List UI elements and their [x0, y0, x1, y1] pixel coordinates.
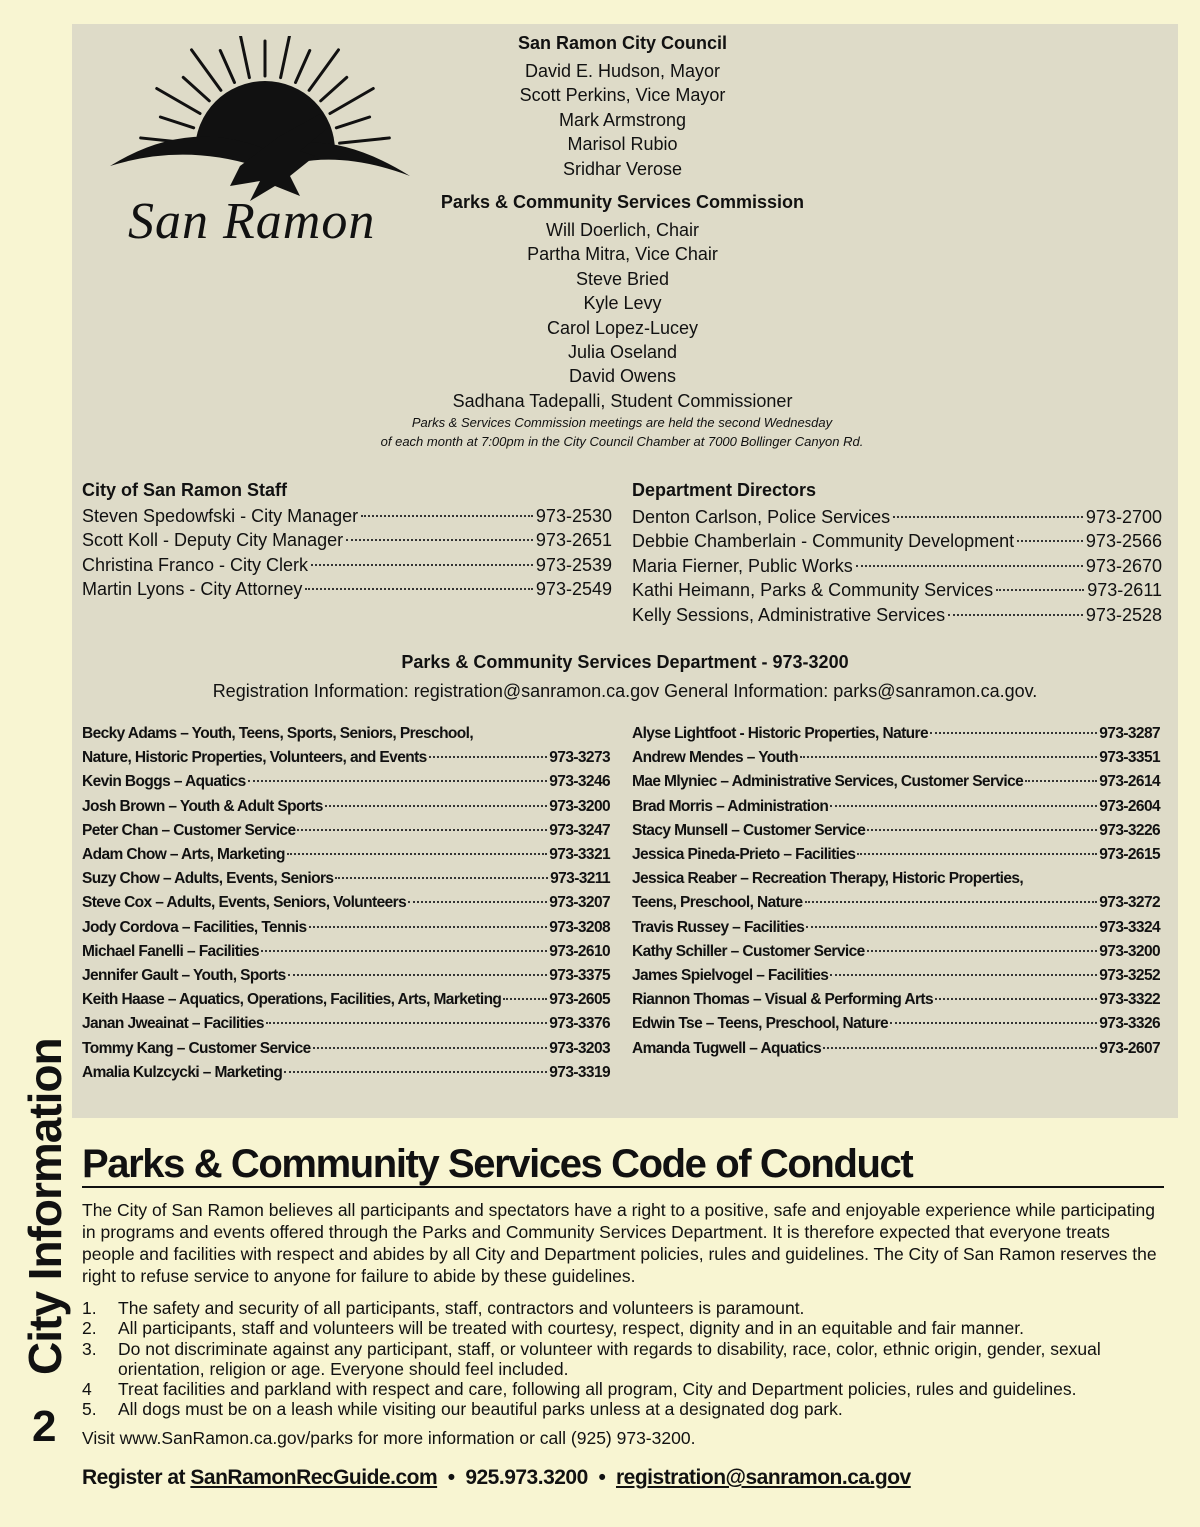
contact-phone: 973-3376 [549, 1015, 610, 1033]
leader-dots [346, 539, 533, 541]
list-item [82, 1298, 1164, 1318]
contact-phone: 973-3208 [549, 918, 610, 936]
contact-phone: 973-3200 [549, 797, 610, 815]
contact-name: Maria Fierner, Public Works [632, 555, 853, 576]
list-item-number: 2. [82, 1318, 97, 1339]
contact-row [82, 553, 612, 577]
contact-phone: 973-2615 [1099, 846, 1160, 864]
directors-heading: Department Directors [632, 480, 817, 500]
contact-phone: 973-2700 [1085, 507, 1162, 527]
contact-name: Travis Russey – Facilities [632, 918, 805, 936]
leader-dots [309, 926, 548, 928]
contact-row [82, 795, 610, 819]
contact-phone: 973-3207 [549, 894, 610, 912]
leader-dots [948, 614, 1083, 616]
contact-row [632, 916, 1160, 940]
contact-name: Jody Cordova – Facilities, Tennis [82, 918, 307, 936]
contact-name: Stacy Munsell – Customer Service [632, 821, 866, 839]
leader-dots [284, 1071, 547, 1073]
department-staff-left [82, 722, 610, 1085]
footer-email-link[interactable]: registration@sanramon.ca.gov [616, 1466, 911, 1489]
list-item [82, 1379, 1164, 1399]
leader-dots [429, 756, 548, 758]
contact-phone: 973-3322 [1099, 991, 1160, 1009]
contact-row [82, 722, 610, 746]
contact-row [632, 578, 1162, 602]
contact-name: Jessica Reaber – Recreation Therapy, Historic Properties, [632, 870, 1024, 888]
logo-ray [220, 51, 234, 83]
list-item-text: Do not discriminate against any participant, staff, or volunteer with regards to disability, race, color, ethnic origin, gender, sexual orientation, religion or age. Everyone should feel included. [118, 1338, 1101, 1379]
contact-name: Kathy Schiller – Customer Service [632, 942, 865, 960]
contact-phone: 973-2614 [1099, 773, 1160, 791]
contact-row [632, 1037, 1160, 1061]
commission-member: Will Doerlich, Chair [545, 220, 700, 240]
visit-text: Visit www.SanRamon.ca.gov/parks for more information or call (925) 973-3200. [82, 1428, 696, 1448]
contact-phone: 973-2604 [1099, 797, 1160, 815]
leader-dots [1017, 540, 1083, 542]
commission-block [370, 192, 875, 413]
contact-name: Debbie Chamberlain - Community Development [632, 531, 1015, 552]
leader-dots [830, 805, 1097, 807]
leader-dots [806, 926, 1097, 928]
logo-ray [157, 89, 200, 114]
logo-ray [309, 50, 338, 90]
leader-dots [857, 853, 1097, 855]
leader-dots [996, 589, 1084, 591]
contact-name: Kelly Sessions, Administrative Services [632, 604, 946, 625]
leader-dots [823, 1047, 1097, 1049]
commission-note-line: of each month at 7:00pm in the City Council Chamber at 7000 Bollinger Canyon Rd. [380, 434, 864, 449]
contact-row [82, 528, 612, 552]
contact-row [82, 1061, 610, 1085]
contact-row [632, 554, 1162, 578]
leader-dots [867, 829, 1097, 831]
footer-phone: 925.973.3200 [465, 1466, 588, 1489]
logo-ray [330, 89, 373, 114]
contact-row [82, 964, 610, 988]
contact-phone: 973-3272 [1099, 894, 1160, 912]
logo-ray [281, 36, 291, 78]
contact-phone: 973-3246 [549, 773, 610, 791]
contact-phone: 973-2528 [1085, 604, 1162, 625]
contact-row [82, 891, 610, 915]
contact-phone: 973-3211 [550, 870, 610, 888]
section-side-label: City Information [19, 1038, 71, 1375]
page-number: 2 [32, 1402, 57, 1451]
contact-name: Kathi Heimann, Parks & Community Services [632, 580, 994, 601]
commission-heading: Parks & Community Services Commission [440, 192, 805, 212]
contact-phone: 973-3203 [549, 1039, 610, 1057]
department-staff-right [632, 722, 1160, 1061]
commission-note-line: Parks & Services Commission meetings are held the second Wednesday [411, 415, 833, 430]
logo-ray [160, 117, 193, 128]
contact-name: Kevin Boggs – Aquatics [82, 773, 246, 791]
contact-phone: 973-3226 [1099, 821, 1160, 839]
list-item [82, 1318, 1164, 1338]
list-item-text: Treat facilities and parkland with respect and care, following all program, City and Department policies, rules and guidelines. [118, 1379, 1077, 1400]
contact-name: Riannon Thomas – Visual & Performing Arts [632, 991, 933, 1009]
contact-name: Jessica Pineda-Prieto – Facilities [632, 846, 856, 864]
list-item-number: 4 [82, 1379, 92, 1400]
contact-name: Jennifer Gault – Youth, Sports [82, 967, 286, 985]
contact-phone: 973-2539 [535, 554, 612, 575]
contact-phone: 973-3247 [549, 821, 610, 839]
leader-dots [361, 515, 533, 517]
contact-name: Tommy Kang – Customer Service [82, 1039, 311, 1057]
contact-phone: 973-3375 [549, 967, 610, 985]
contact-phone: 973-2611 [1087, 580, 1162, 601]
list-item [82, 1399, 1164, 1419]
contact-phone: 973-3326 [1099, 1015, 1160, 1033]
contact-row [632, 819, 1160, 843]
council-member: Mark Armstrong [558, 109, 687, 130]
council-block [370, 33, 875, 181]
council-member: Marisol Rubio [567, 134, 678, 155]
contact-name: Alyse Lightfoot - Historic Properties, Nature [632, 725, 928, 742]
code-of-conduct-title: Parks & Community Services Code of Conduct [82, 1142, 1164, 1188]
contact-phone: 973-3252 [1099, 967, 1160, 985]
contact-name: Martin Lyons - City Attorney [82, 579, 303, 600]
council-member: Sridhar Verose [562, 158, 683, 179]
contact-name: Teens, Preschool, Nature [632, 894, 803, 912]
contact-name: Andrew Mendes – Youth [632, 749, 798, 767]
contact-phone: 973-2566 [1085, 531, 1162, 552]
leader-dots [867, 950, 1098, 952]
contact-row [632, 529, 1162, 553]
commission-member: Sadhana Tadepalli, Student Commissioner [452, 390, 793, 411]
list-item-number: 1. [82, 1298, 97, 1318]
commission-member: Carol Lopez-Lucey [546, 317, 699, 338]
directors-section [632, 480, 1162, 627]
contact-name: Christina Franco - City Clerk [82, 554, 309, 575]
list-item-text: The safety and security of all participants, staff, contractors and volunteers is paramount. [118, 1298, 805, 1318]
footer-register-label: Register at [82, 1466, 186, 1489]
contact-name: Steven Spedowfski - City Manager [82, 506, 359, 526]
contact-phone: 973-2530 [535, 506, 612, 526]
contact-name: Janan Jweainat – Facilities [82, 1015, 264, 1033]
leader-dots [335, 877, 548, 879]
contact-name: Brad Morris – Administration [632, 797, 829, 815]
contact-phone: 973-2607 [1099, 1039, 1160, 1057]
contact-row [632, 1012, 1160, 1036]
contact-row [632, 746, 1160, 770]
leader-dots [1025, 780, 1097, 782]
contact-row [632, 891, 1160, 915]
contact-name: Mae Mlyniec – Administrative Services, Customer Service [632, 773, 1024, 791]
contact-row [82, 819, 610, 843]
contact-name: Nature, Historic Properties, Volunteers, and Events [82, 749, 427, 767]
contact-row [632, 722, 1160, 746]
contact-name: Edwin Tse – Teens, Preschool, Nature [632, 1015, 889, 1033]
department-block [72, 652, 1178, 703]
contact-row [82, 916, 610, 940]
contact-phone: 973-3321 [549, 846, 610, 864]
logo-wordmark: San Ramon [128, 193, 376, 250]
commission-member: Kyle Levy [583, 293, 662, 314]
contact-row [82, 988, 610, 1012]
contact-name: Scott Koll - Deputy City Manager [82, 530, 344, 551]
contact-row [82, 770, 610, 794]
contact-phone: 973-2670 [1085, 555, 1162, 576]
contact-row [82, 940, 610, 964]
contact-phone: 973-2651 [535, 530, 612, 551]
department-contact-info: Registration Information: registration@sanramon.ca.gov General Information: parks@sanramon.ca.gov. [212, 681, 1038, 701]
logo-ray [296, 51, 310, 83]
contact-row [632, 505, 1162, 529]
leader-dots [311, 564, 533, 566]
code-of-conduct-intro: The City of San Ramon believes all participants and spectators have a right to a positive, safe and enjoyable experience while participating in programs and events offered through the Parks and Community Services Department. It is therefore expected that everyone treats people and facilities with respect and abides by all City and Department policies, rules and guidelines. The City of San Ramon reserves the right to refuse service to anyone for failure to abide by these guidelines. [82, 1200, 1157, 1286]
contact-name: Michael Fanelli – Facilities [82, 942, 260, 960]
commission-member: Julia Oseland [567, 342, 678, 363]
leader-dots [805, 901, 1098, 903]
contact-row [82, 1012, 610, 1036]
council-heading: San Ramon City Council [517, 33, 728, 53]
contact-row [82, 746, 610, 770]
contact-name: Steve Cox – Adults, Events, Seniors, Volunteers [82, 894, 407, 912]
department-heading: Parks & Community Services Department - 973-3200 [401, 652, 849, 672]
contact-name: Suzy Chow – Adults, Events, Seniors [82, 870, 334, 888]
contact-row [82, 1037, 610, 1061]
contact-row [82, 867, 610, 891]
logo-ray [192, 50, 221, 90]
city-staff-heading: City of San Ramon Staff [82, 480, 288, 500]
contact-phone: 973-2605 [549, 991, 610, 1009]
leader-dots [830, 974, 1097, 976]
leader-dots [800, 756, 1097, 758]
contact-phone: 973-3324 [1099, 918, 1160, 936]
contact-name: Denton Carlson, Police Services [632, 507, 891, 527]
leader-dots [313, 1047, 548, 1049]
contact-name: Amanda Tugwell – Aquatics [632, 1039, 822, 1057]
contact-row [632, 770, 1160, 794]
contact-name: Peter Chan – Customer Service [82, 821, 296, 839]
leader-dots [325, 805, 547, 807]
contact-row [632, 940, 1160, 964]
commission-member: Partha Mitra, Vice Chair [527, 244, 718, 265]
contact-phone: 973-3200 [1099, 942, 1160, 960]
list-item-number: 3. [82, 1338, 97, 1359]
leader-dots [930, 732, 1097, 734]
leader-dots [890, 1022, 1097, 1024]
list-item [82, 1339, 1164, 1380]
contact-row [632, 843, 1160, 867]
leader-dots [408, 901, 547, 903]
footer-separator: • [447, 1466, 455, 1489]
leader-dots [287, 853, 547, 855]
council-member: David E. Hudson, Mayor [524, 61, 721, 81]
leader-dots [935, 998, 1097, 1000]
leader-dots [297, 829, 547, 831]
contact-row [82, 843, 610, 867]
logo-ray [336, 117, 369, 128]
leader-dots [261, 950, 547, 952]
contact-phone: 973-3351 [1099, 749, 1160, 767]
contact-row [632, 795, 1160, 819]
code-of-conduct-list [82, 1298, 1164, 1420]
list-item-text: All participants, staff and volunteers will be treated with courtesy, respect, dignity and in an equitable and fair manner. [118, 1318, 1024, 1339]
city-staff-section [82, 480, 612, 602]
list-item-number: 5. [82, 1399, 97, 1420]
list-item-text: All dogs must be on a leash while visiting our beautiful parks unless at a designated dog park. [118, 1399, 843, 1420]
leader-dots [305, 588, 533, 590]
contact-name: Keith Haase – Aquatics, Operations, Facilities, Arts, Marketing [82, 991, 502, 1009]
contact-name: Josh Brown – Youth & Adult Sports [82, 797, 323, 815]
footer-site-link[interactable]: SanRamonRecGuide.com [190, 1466, 438, 1489]
contact-phone: 973-2549 [535, 579, 612, 600]
contact-name: Amalia Kulzcycki – Marketing [82, 1063, 283, 1081]
logo-ray [239, 36, 249, 78]
contact-name: Becky Adams – Youth, Teens, Sports, Seniors, Preschool, [82, 725, 474, 742]
commission-member: Steve Bried [575, 268, 670, 289]
contact-phone: 973-3287 [1099, 725, 1160, 742]
contact-row [82, 504, 612, 528]
leader-dots [503, 998, 547, 1000]
council-member: Scott Perkins, Vice Mayor [519, 85, 726, 106]
contact-row [632, 964, 1160, 988]
contact-phone: 973-3319 [549, 1063, 610, 1081]
footer [82, 1466, 911, 1490]
contact-row [632, 867, 1160, 891]
footer-separator: • [598, 1466, 606, 1489]
leader-dots [288, 974, 548, 976]
contact-name: James Spielvogel – Facilities [632, 967, 829, 985]
contact-row [82, 577, 612, 601]
commission-member: David Owens [568, 366, 677, 387]
contact-row [632, 603, 1162, 627]
contact-row [632, 988, 1160, 1012]
commission-note [272, 413, 972, 451]
logo-ray [183, 77, 209, 100]
contact-phone: 973-3273 [549, 749, 610, 767]
contact-name: Adam Chow – Arts, Marketing [82, 846, 285, 864]
leader-dots [856, 565, 1083, 567]
leader-dots [248, 780, 548, 782]
leader-dots [893, 516, 1083, 518]
contact-phone: 973-2610 [549, 942, 610, 960]
logo-ray [321, 77, 347, 100]
leader-dots [266, 1022, 547, 1024]
